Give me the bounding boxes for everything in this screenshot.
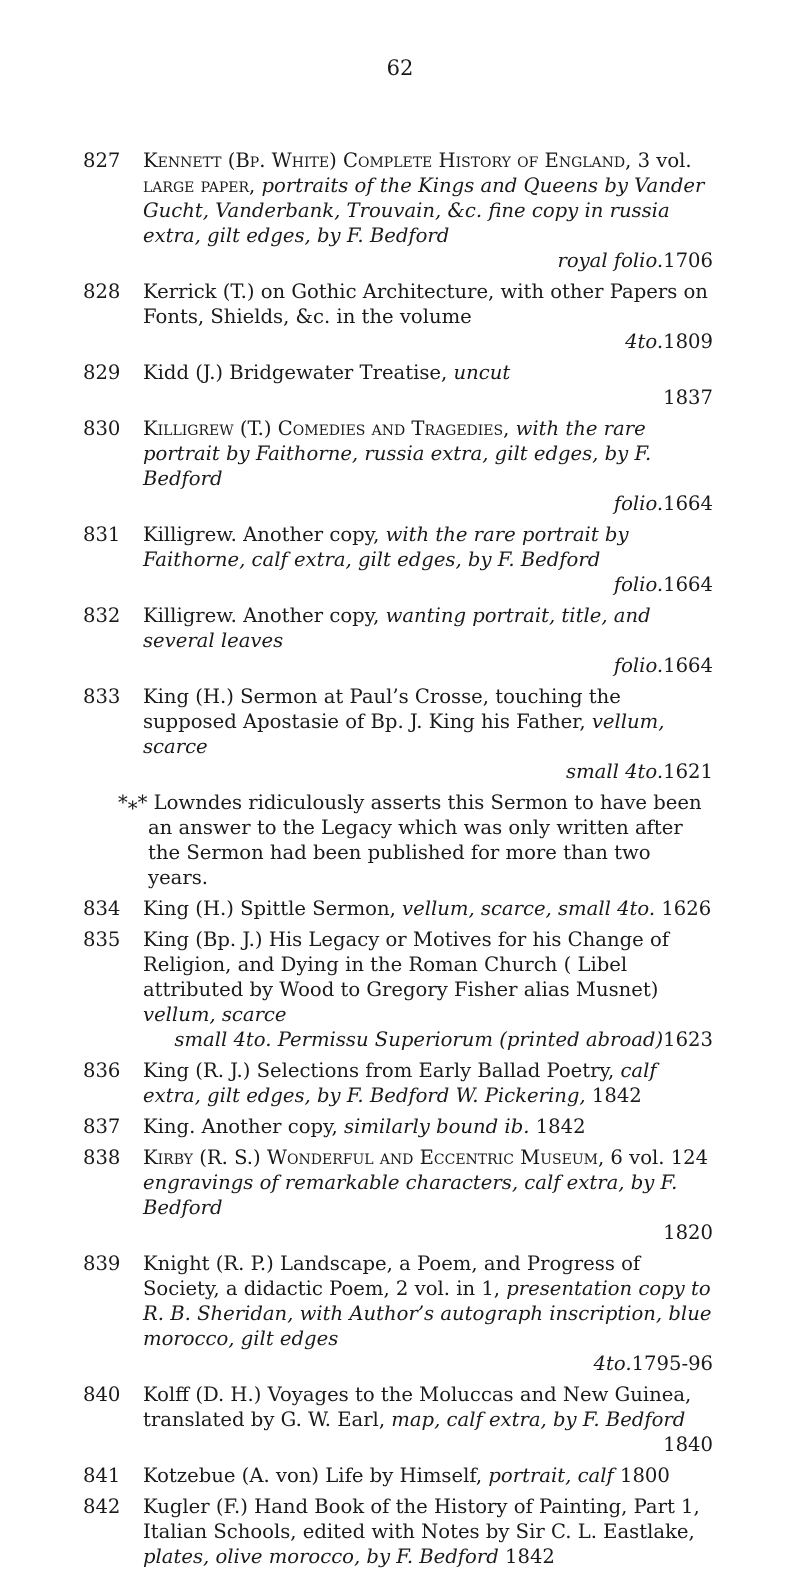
entry-text: , 3 vol. xyxy=(625,149,692,172)
entry-body xyxy=(143,928,669,1026)
entry-text: Kotzebue (A. von) Life by Himself, xyxy=(143,1464,489,1487)
catalogue-entry xyxy=(83,603,713,678)
entry-body xyxy=(118,791,702,889)
entry-number: 831 xyxy=(83,523,121,546)
entry-text: 1842 xyxy=(585,1084,642,1107)
entry-text: 1623 xyxy=(663,1028,713,1051)
entry-body xyxy=(143,685,665,758)
entry-text: 1800 xyxy=(613,1464,670,1487)
entry-number: 838 xyxy=(83,1146,121,1169)
entry-number: 827 xyxy=(83,149,121,172)
entry-text: presentation copy to R. B. Sheridan, with Author’s autograph inscription, blue morocco, gilt edges xyxy=(143,1277,712,1350)
entry-text: King (Bp. J.) His Legacy or Motives for his Change of Religion, and Dying in the Roman Church ( Libel attributed by Wood to Gregory Fisher alias Musnet) xyxy=(143,928,669,1001)
entry-format-date xyxy=(143,653,713,678)
catalogue-entry xyxy=(83,1145,713,1245)
entry-number: 840 xyxy=(83,1383,121,1406)
entry-number: 836 xyxy=(83,1059,121,1082)
entry-body xyxy=(143,1115,586,1138)
entry-number: 829 xyxy=(83,361,121,384)
entry-text: *⁎* Lowndes ridiculously asserts this Sermon to have been an answer to the Legacy which was only written after the Sermon had been published for more than two years. xyxy=(118,791,702,889)
entry-number: 828 xyxy=(83,280,121,303)
entry-text: 1664 xyxy=(663,654,713,677)
entry-format-date xyxy=(143,385,713,410)
entry-body xyxy=(143,1146,708,1219)
entry-text: plates, olive morocco, by F. Bedford xyxy=(143,1545,499,1568)
entry-text: uncut xyxy=(453,361,511,384)
catalogue-entry xyxy=(83,1114,713,1139)
entry-text: Knight (R. P.) Landscape, a Poem, and Progress of Society, a didactic Poem, 2 vol. in 1, xyxy=(143,1252,641,1300)
entry-text: folio. xyxy=(613,654,664,677)
entry-text: with the rare portrait by Faithorne, calf extra, gilt edges, by F. Bedford xyxy=(143,523,629,571)
entry-text: Kerrick (T.) on Gothic Architecture, with other Papers on Fonts, Shields, &c. in the volume xyxy=(143,280,708,328)
entry-text: , xyxy=(503,417,516,440)
entry-text: 4to. xyxy=(625,330,664,353)
catalogue-entry xyxy=(83,416,713,516)
entry-body xyxy=(143,1495,700,1568)
entry-body xyxy=(143,280,708,328)
entry-number: 841 xyxy=(83,1464,121,1487)
entry-text: engravings of remarkable characters, calf extra, by F. Bedford xyxy=(143,1171,678,1219)
catalogue-entry xyxy=(83,360,713,410)
entry-text: vellum, scarce xyxy=(143,710,665,758)
entry-text: folio. xyxy=(613,492,664,515)
entry-text: calf extra, gilt edges, by F. Bedford xyxy=(143,1059,657,1107)
entry-number: 833 xyxy=(83,685,121,708)
catalogue-entry xyxy=(83,1058,713,1108)
entry-format-date xyxy=(143,1027,713,1052)
entry-format-date xyxy=(143,329,713,354)
catalogue-entry xyxy=(83,1382,713,1457)
catalogue-entry xyxy=(83,1251,713,1376)
entry-text: King (H.) Spittle Sermon, xyxy=(143,897,403,920)
entry-text: 1706 xyxy=(663,249,713,272)
entry-text: 1842 xyxy=(498,1545,555,1568)
entry-text: 1664 xyxy=(663,492,713,515)
entry-format-date xyxy=(143,572,713,597)
catalogue-entry xyxy=(83,148,713,273)
catalogue-entry xyxy=(83,279,713,354)
entry-format-date xyxy=(143,248,713,273)
catalogue-entry xyxy=(83,896,713,921)
entry-body xyxy=(143,604,651,652)
catalogue-entry xyxy=(83,684,713,784)
entry-text: royal folio. xyxy=(557,249,664,272)
entry-text: Killigrew (T.) Comedies and Tragedies xyxy=(143,417,504,440)
entry-number: 832 xyxy=(83,604,121,627)
entry-number: 839 xyxy=(83,1252,121,1275)
entry-body xyxy=(143,149,704,247)
catalogue-entries xyxy=(83,148,713,1575)
entry-text: Kugler (F.) Hand Book of the History of Painting, Part 1, Italian Schools, edited with Notes by Sir C. L. Eastlake, xyxy=(143,1495,700,1543)
entry-text: portraits of the Kings and Queens by Vander Gucht, Vanderbank, Trouvain, &c. fine copy in russia extra, gilt edges, by F. Bedford xyxy=(143,174,705,247)
entry-text: small 4to. xyxy=(566,760,664,783)
entry-text: 1664 xyxy=(663,573,713,596)
entry-text: large paper xyxy=(143,174,250,197)
entry-text: 1621 xyxy=(663,760,713,783)
entry-number: 837 xyxy=(83,1115,121,1138)
entry-text: , xyxy=(249,174,262,197)
catalogue-entry xyxy=(83,927,713,1052)
entry-text: 4to. xyxy=(593,1352,632,1375)
entry-body xyxy=(143,1252,711,1350)
entry-number: 835 xyxy=(83,928,121,951)
entry-text: ib. xyxy=(504,1115,530,1138)
entry-text: 1626 xyxy=(655,897,712,920)
entry-body xyxy=(143,897,711,920)
entry-text: folio. xyxy=(613,573,664,596)
entry-text: Kolff (D. H.) Voyages to the Moluccas and New Guinea, translated by G. W. Earl, xyxy=(143,1383,692,1431)
entry-text: King (H.) Sermon at Paul’s Crosse, touching the supposed Apostasie of Bp. J. King his Father, xyxy=(143,685,621,733)
entry-text: 1809 xyxy=(663,330,713,353)
entry-text: vellum, scarce xyxy=(143,1003,287,1026)
entry-text: with the rare portrait by Faithorne, russia extra, gilt edges, by F. Bedford xyxy=(143,417,652,490)
entry-format-date xyxy=(143,1220,713,1245)
entry-text: 1820 xyxy=(663,1221,713,1244)
entry-note xyxy=(83,790,713,890)
entry-format-date xyxy=(143,1351,713,1376)
catalogue-entry xyxy=(83,522,713,597)
entry-format-date xyxy=(143,1432,713,1457)
entry-text: King. Another copy, xyxy=(143,1115,345,1138)
entry-text: Kennett (Bp. White) Complete History of England xyxy=(143,149,626,172)
entry-format-date xyxy=(143,491,713,516)
entry-text: King (R. J.) Selections from Early Ballad Poetry, xyxy=(143,1059,621,1082)
entry-number: 830 xyxy=(83,417,121,440)
entry-text: wanting portrait, title, and several leaves xyxy=(143,604,651,652)
entry-text: vellum, scarce, small 4to. xyxy=(402,897,656,920)
entry-text: portrait, calf xyxy=(488,1464,614,1487)
entry-text: small 4to. Permissu Superiorum (printed abroad) xyxy=(174,1028,664,1051)
entry-text: , 6 vol. 124 xyxy=(597,1146,709,1169)
entry-body xyxy=(143,1059,657,1107)
entry-text: Kirby (R. S.) Wonderful and Eccentric Museum xyxy=(143,1146,598,1169)
entry-text: 1837 xyxy=(663,386,713,409)
entry-text: Killigrew. Another copy, xyxy=(143,604,386,627)
catalogue-entry xyxy=(83,1494,713,1569)
entry-body xyxy=(143,361,510,384)
entry-body xyxy=(143,1464,670,1487)
entry-text: Kidd (J.) Bridgewater Treatise, xyxy=(143,361,454,384)
page-number: 62 xyxy=(386,56,414,80)
entry-body xyxy=(143,523,629,571)
entry-text: map, calf extra, by F. Bedford xyxy=(391,1408,686,1431)
entry-text: similarly bound xyxy=(344,1115,499,1138)
entry-body xyxy=(143,1383,691,1431)
entry-text: Killigrew. Another copy, xyxy=(143,523,386,546)
catalogue-entry xyxy=(83,1463,713,1488)
entry-number: 842 xyxy=(83,1495,121,1518)
entry-text: 1795-96 xyxy=(631,1352,713,1375)
entry-text: 1842 xyxy=(529,1115,586,1138)
entry-format-date xyxy=(143,759,713,784)
entry-number: 834 xyxy=(83,897,121,920)
entry-text: 1840 xyxy=(663,1433,713,1456)
entry-text: W. Pickering, xyxy=(455,1084,586,1107)
entry-body xyxy=(143,417,651,490)
